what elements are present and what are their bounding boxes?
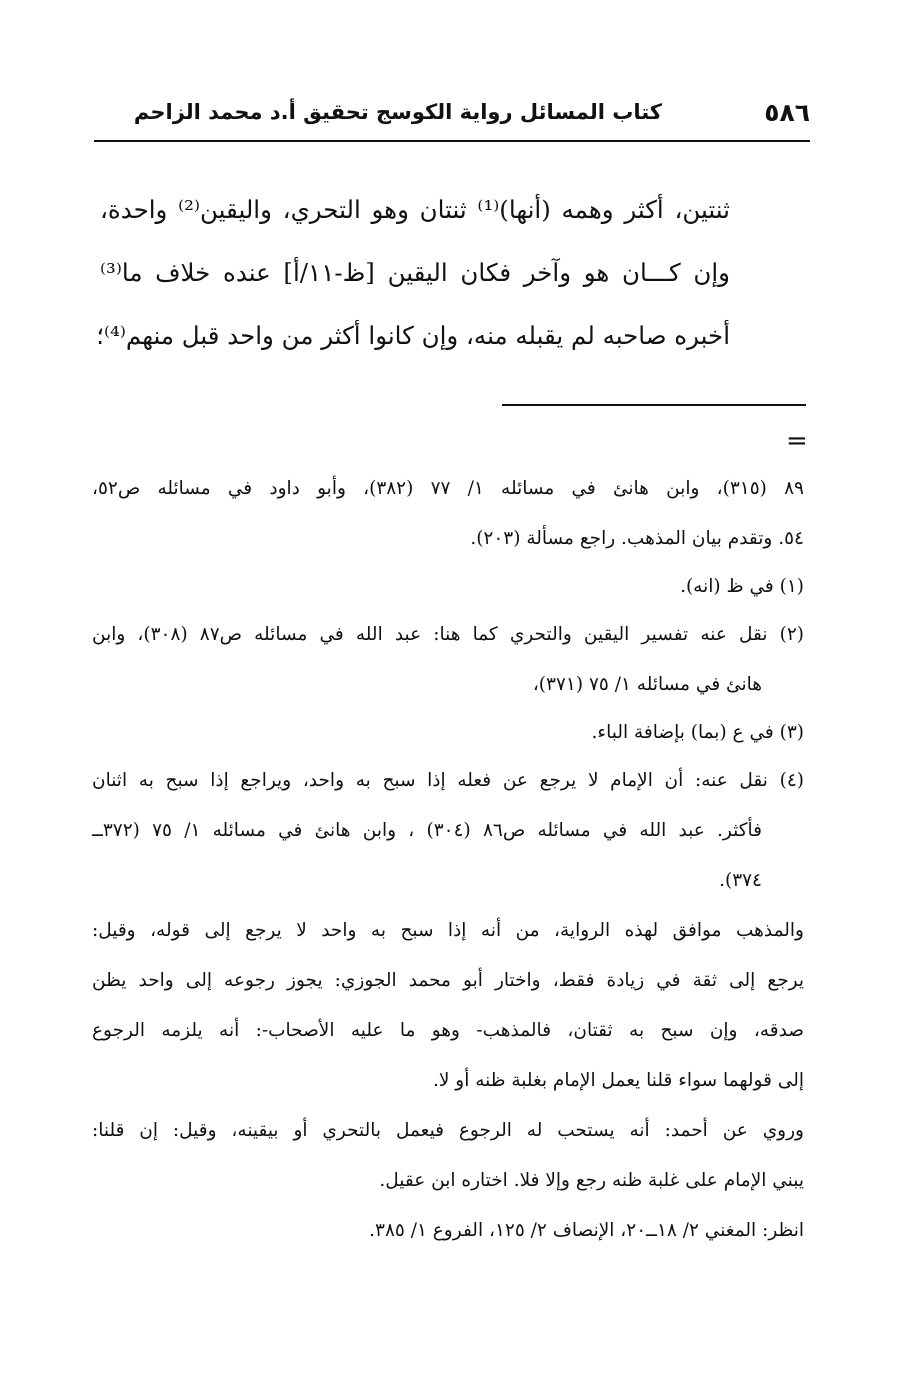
- footnote-4-line: (٤) نقل عنه: أن الإمام لا يرجع عن فعله إذا سبح به واحد، ويراجع إذا سبح به اثنان: [92, 770, 804, 791]
- main-text-line: وإن كـــان هو وآخر فكان اليقين [ظ-١١/أ] عنده خلاف ما⁽³⁾: [100, 258, 730, 287]
- footnote-3: (٣) في ع (بما) بإضافة الباء.: [591, 722, 804, 743]
- footnote-continued-line: ٥٤. وتقدم بيان المذهب. راجع مسألة (٢٠٣).: [470, 528, 804, 549]
- footnote-1: (١) في ظ (انه).: [680, 576, 804, 597]
- footnote-4-line: وروي عن أحمد: أنه يستحب له الرجوع فيعمل بالتحري أو بيقينه، وقيل: إن قلنا:: [92, 1120, 804, 1141]
- footnote-4-line: صدقه، وإن سبح به ثقتان، فالمذهب- وهو ما عليه الأصحاب-: أنه يلزمه الرجوع: [92, 1020, 804, 1041]
- footnote-continued-line: ٨٩ (٣١٥)، وابن هانئ في مسائله ١/ ٧٧ (٣٨٢)، وأبو داود في مسائله ص٥٢،: [92, 478, 804, 499]
- page-number: ٥٨٦: [764, 98, 810, 127]
- footnote-4-line: يرجع إلى ثقة في زيادة فقط، واختار أبو محمد الجوزي: يجوز رجوعه إلى واحد يظن: [92, 970, 804, 991]
- main-text: [96, 178, 730, 367]
- footnote-4-line: فأكثر. عبد الله في مسائله ص٨٦ (٣٠٤) ، وابن هانئ في مسائله ١/ ٧٥ (٣٧٢ــ: [92, 820, 762, 841]
- footnote-4-line: إلى قولهما سواء قلنا يعمل الإمام بغلبة ظنه أو لا.: [432, 1070, 804, 1091]
- footnote-continuation-mark: =: [786, 426, 808, 456]
- footnote-4-line: والمذهب موافق لهذه الرواية، من أنه إذا سبح به واحد لا يرجع إلى قوله، وقيل:: [92, 920, 804, 941]
- running-title: كتاب المسائل رواية الكوسج تحقيق أ.د محمد الزاحم: [133, 100, 662, 124]
- page-header: [94, 92, 810, 136]
- header-rule: [94, 140, 810, 142]
- footnote-4-line: يبني الإمام على غلبة ظنه رجع وإلا فلا. اختاره ابن عقيل.: [379, 1170, 804, 1191]
- footnote-separator: [502, 404, 806, 406]
- footnotes: [92, 464, 804, 1256]
- main-text-line: أخبره صاحبه لم يقبله منه، وإن كانوا أكثر من واحد قبل منهم⁽⁴⁾؛: [96, 321, 730, 350]
- footnote-2-line: هانئ في مسائله ١/ ٧٥ (٣٧١)،: [532, 674, 762, 695]
- main-text-line: ثنتين، أكثر وهمه (أنها)⁽¹⁾ ثنتان وهو التحري، واليقين⁽²⁾ واحدة،: [100, 195, 730, 224]
- footnote-4-line: ٣٧٤).: [719, 870, 762, 891]
- footnote-2-line: (٢) نقل عنه تفسير اليقين والتحري كما هنا: عبد الله في مسائله ص٨٧ (٣٠٨)، وابن: [92, 624, 804, 645]
- footnote-4-line: انظر: المغني ٢/ ١٨ــ٢٠، الإنصاف ٢/ ١٢٥، الفروع ١/ ٣٨٥.: [369, 1220, 804, 1241]
